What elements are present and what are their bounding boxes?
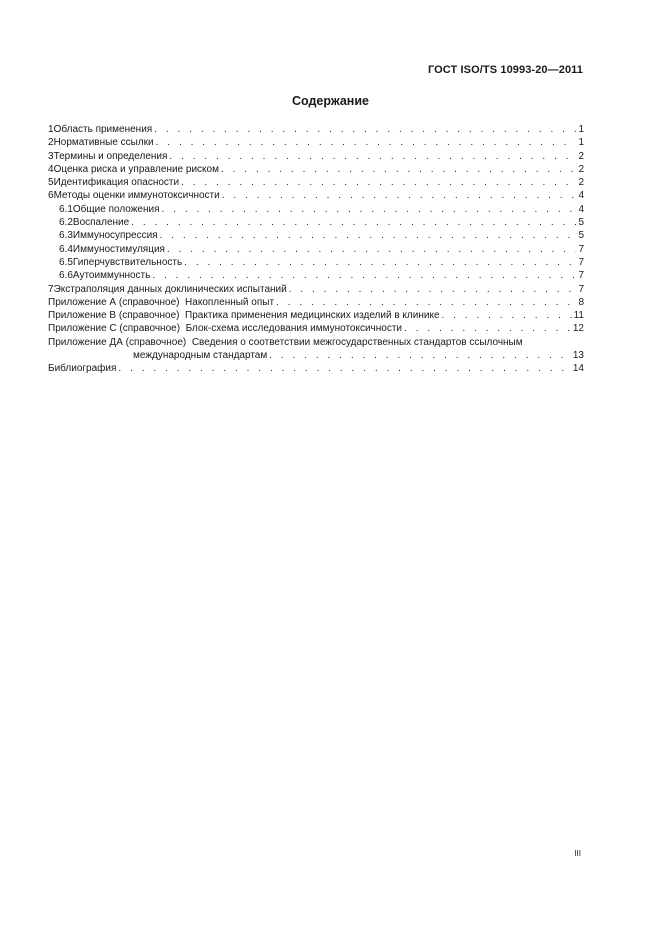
toc-entry-appendix-da[interactable] [48,336,584,349]
toc-entry-5[interactable] [48,176,584,189]
toc-leader [169,150,576,163]
toc-page: 4 [578,190,584,202]
toc-text: Иммуносупрессия [72,230,158,242]
toc-leader [181,176,576,189]
toc-number: 3 [48,150,54,162]
table-of-contents [48,123,584,376]
toc-leader [442,309,572,322]
toc-leader [160,229,576,242]
toc-entry-appendix-b[interactable] [48,309,584,322]
toc-page: 7 [578,283,584,295]
toc-appendix-label: Приложение С (справочное) [48,323,181,335]
toc-leader [404,322,571,335]
toc-number: 6.2 [59,217,73,229]
toc-page: 5 [578,217,584,229]
toc-text: Оценка риска и управление риском [53,163,219,175]
toc-leader [154,123,576,136]
toc-leader [167,243,576,256]
toc-page: 7 [578,243,584,255]
toc-text: Практика применения медицинских изделий в клинике [185,310,440,322]
toc-text: Гиперчувствительность [72,256,183,268]
toc-number: 6.1 [59,203,73,215]
toc-entry-appendix-a[interactable] [48,296,584,309]
toc-entry-6-6[interactable] [48,269,584,282]
toc-entry-bibliography[interactable] [48,362,584,375]
toc-page: 5 [578,230,584,242]
toc-leader [222,189,576,202]
toc-number: 7 [48,283,54,295]
toc-leader [162,203,577,216]
toc-text: Воспаление [72,217,130,229]
toc-page: 14 [572,363,584,375]
toc-entry-4[interactable] [48,163,584,176]
toc-leader [289,283,576,296]
toc-number: 1 [48,124,54,135]
toc-page: 4 [578,203,584,215]
toc-number: 6.6 [59,270,73,282]
toc-page: 2 [578,150,584,162]
toc-entry-6-2[interactable] [48,216,584,229]
toc-page: 7 [578,256,584,268]
toc-leader [152,269,576,282]
toc-text: Блок-схема исследования иммунотоксичности [185,323,403,335]
toc-text: Общие положения [72,203,160,215]
toc-number: 6 [48,190,54,202]
toc-leader [184,256,576,269]
toc-number: 4 [48,163,54,175]
toc-page: 2 [578,163,584,175]
toc-leader [221,163,576,176]
toc-page: 13 [572,350,584,362]
toc-page: 1 [578,137,584,149]
toc-text: Термины и определения [53,150,168,162]
toc-text: Аутоиммунность [72,270,151,282]
toc-page: 7 [578,270,584,282]
toc-leader [118,362,570,375]
page-title: Содержание [291,94,369,108]
toc-entry-6-1[interactable] [48,203,584,216]
toc-text: Нормативные ссылки [53,137,154,149]
toc-entry-appendix-da-cont[interactable] [48,349,584,362]
toc-leader [156,136,576,149]
toc-entry-7[interactable] [48,283,584,296]
toc-page: 2 [578,177,584,189]
toc-entry-2[interactable] [48,136,584,149]
toc-text: Библиография [48,363,117,375]
toc-entry-6-4[interactable] [48,243,584,256]
toc-page: 11 [573,310,584,322]
toc-text-continuation: международным стандартам [133,350,268,362]
toc-number: 6.3 [59,230,73,242]
toc-page: 8 [578,296,584,308]
toc-appendix-label: Приложение ДА (справочное) [48,336,187,348]
toc-number: 6.5 [59,256,73,268]
page-header: ГОСТ ISO/TS 10993-20—2011 [427,64,583,76]
page-number: III [574,849,581,858]
toc-appendix-label: Приложение В (справочное) [48,310,180,322]
toc-text: Экстраполяция данных доклинических испытаний [53,283,287,295]
toc-text: Идентификация опасности [53,177,180,189]
toc-entry-6[interactable] [48,189,584,202]
toc-page: 1 [578,124,584,135]
toc-text: Сведения о соответствии межгосударственных стандартов ссылочным [191,336,523,348]
toc-entry-1[interactable] [48,123,584,136]
toc-entry-appendix-c[interactable] [48,322,584,335]
toc-text: Методы оценки иммунотоксичности [53,190,220,202]
toc-page: 12 [572,323,584,335]
toc-number: 6.4 [59,243,73,255]
toc-text: Накопленный опыт [185,296,275,308]
toc-text: Иммуностимуляция [72,243,165,255]
toc-text: Область применения [53,124,153,135]
toc-entry-6-3[interactable] [48,229,584,242]
toc-leader [276,296,576,309]
toc-leader [131,216,576,229]
toc-appendix-label: Приложение А (справочное) [48,296,180,308]
toc-leader [269,349,571,362]
toc-entry-3[interactable] [48,150,584,163]
toc-number: 5 [48,177,54,189]
toc-entry-6-5[interactable] [48,256,584,269]
toc-number: 2 [48,137,54,149]
